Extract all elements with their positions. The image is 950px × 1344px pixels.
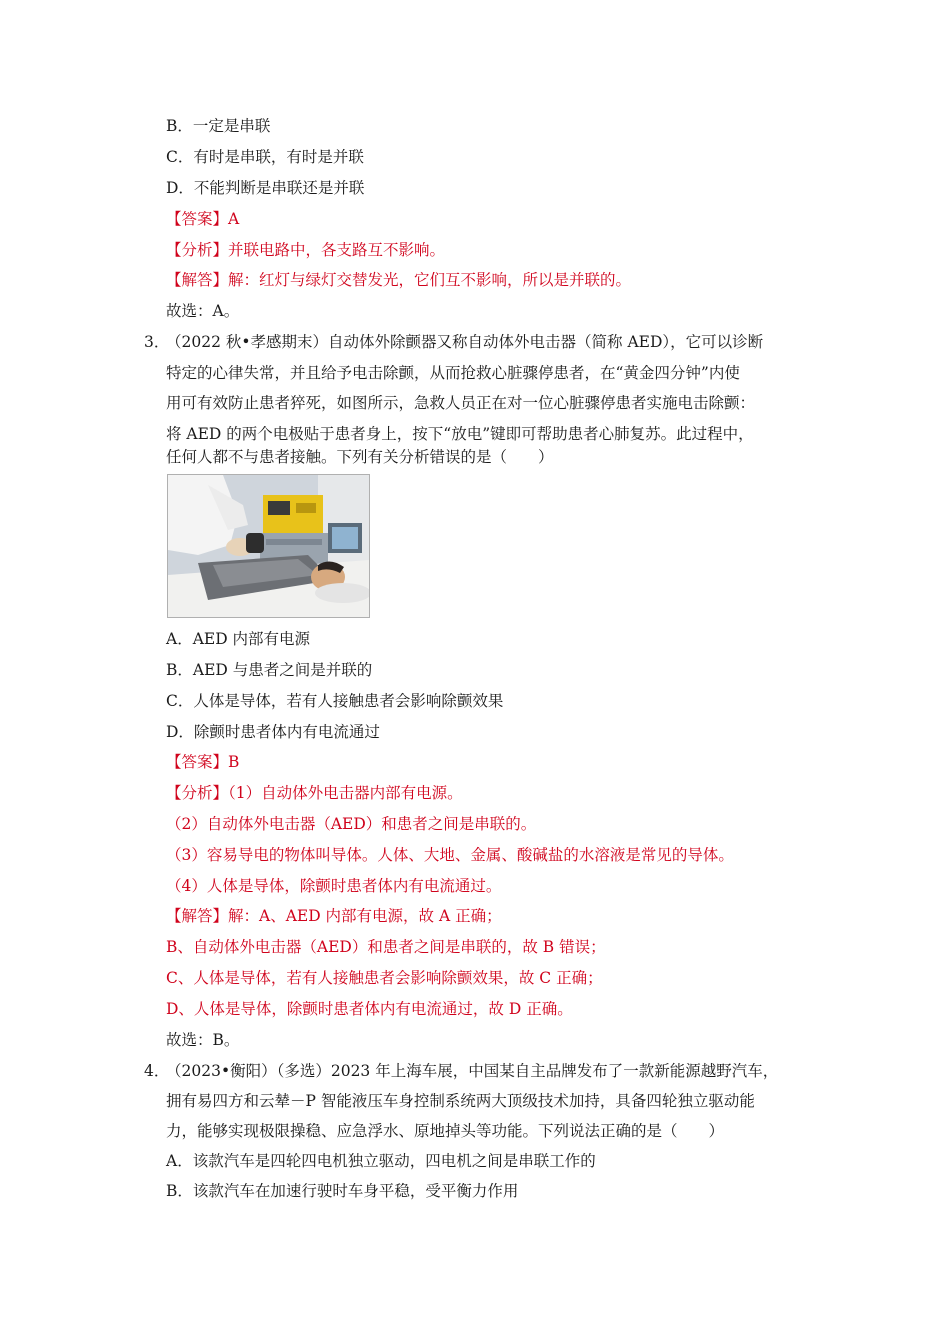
q4-option-a: A．该款汽车是四轮四电机独立驱动，四电机之间是串联工作的 — [166, 1152, 596, 1170]
q3-number: 3． — [144, 333, 170, 351]
q3-conclusion: 故选：B。 — [166, 1031, 240, 1049]
q3-solution-line-4: D、人体是导体，除颤时患者体内有电流通过，故 D 正确。 — [166, 1000, 573, 1018]
q3-stem-line-3: 用可有效防止患者猝死，如图所示，急救人员正在对一位心脏骤停患者实施电击除颤： — [166, 394, 756, 412]
q2-solution: 【解答】解：红灯与绿灯交替发光，它们互不影响，所以是并联的。 — [166, 271, 632, 289]
q3-stem-line-2: 特定的心律失常，并且给予电击除颤，从而抢救心脏骤停患者，在“黄金四分钟”内使 — [166, 364, 740, 382]
q3-solution-line-1: 【解答】解：A、AED 内部有电源，故 A 正确； — [166, 907, 502, 925]
q3-option-d: D．除颤时患者体内有电流通过 — [166, 723, 380, 741]
q3-solution-line-3: C、人体是导体，若有人接触患者会影响除颤效果，故 C 正确； — [166, 969, 603, 987]
q3-stem-line-4: 将 AED 的两个电极贴于患者身上，按下“放电”键即可帮助患者心肺复苏。此过程中， — [166, 425, 754, 443]
q4-stem-line-1: （2023•衡阳）（多选）2023 年上海车展，中国某自主品牌发布了一款新能源越野汽车， — [166, 1062, 779, 1080]
q4-number: 4． — [144, 1062, 170, 1080]
aed-photo — [167, 474, 370, 618]
q2-conclusion: 故选：A。 — [166, 302, 240, 320]
q4-stem-line-2: 拥有易四方和云辇－P 智能液压车身控制系统两大顶级技术加持，具备四轮独立驱动能 — [166, 1092, 755, 1110]
q2-option-d: D．不能判断是串联还是并联 — [166, 179, 365, 197]
q3-analysis-line-4: （4）人体是导体，除颤时患者体内有电流通过。 — [166, 877, 502, 895]
q2-answer: 【答案】A — [166, 210, 240, 228]
q2-option-b: B．一定是串联 — [166, 117, 271, 135]
q3-solution-line-2: B、自动体外电击器（AED）和患者之间是串联的，故 B 错误； — [166, 938, 606, 956]
q4-option-b: B．该款汽车在加速行驶时车身平稳，受平衡力作用 — [166, 1182, 519, 1200]
q3-option-b: B．AED 与患者之间是并联的 — [166, 661, 373, 679]
q3-analysis-line-1: 【分析】（1）自动体外电击器内部有电源。 — [166, 784, 463, 802]
q3-stem-line-1: （2022 秋•孝感期末）自动体外除颤器又称自动体外电击器（简称 AED），它可以诊断 — [166, 333, 764, 351]
q4-stem-line-3: 力，能够实现极限操稳、应急浮水、原地掉头等功能。下列说法正确的是（ ） — [166, 1122, 725, 1140]
q3-answer: 【答案】B — [166, 753, 240, 771]
q2-analysis: 【分析】并联电路中，各支路互不影响。 — [166, 241, 446, 259]
q3-analysis-line-3: （3）容易导电的物体叫导体。人体、大地、金属、酸碱盐的水溶液是常见的导体。 — [166, 846, 734, 864]
q3-option-a: A．AED 内部有电源 — [166, 630, 311, 648]
q2-option-c: C．有时是串联，有时是并联 — [166, 148, 364, 166]
q3-stem-line-5: 任何人都不与患者接触。下列有关分析错误的是（ ） — [166, 448, 554, 466]
q3-analysis-line-2: （2）自动体外电击器（AED）和患者之间是串联的。 — [166, 815, 537, 833]
q3-option-c: C．人体是导体，若有人接触患者会影响除颤效果 — [166, 692, 504, 710]
